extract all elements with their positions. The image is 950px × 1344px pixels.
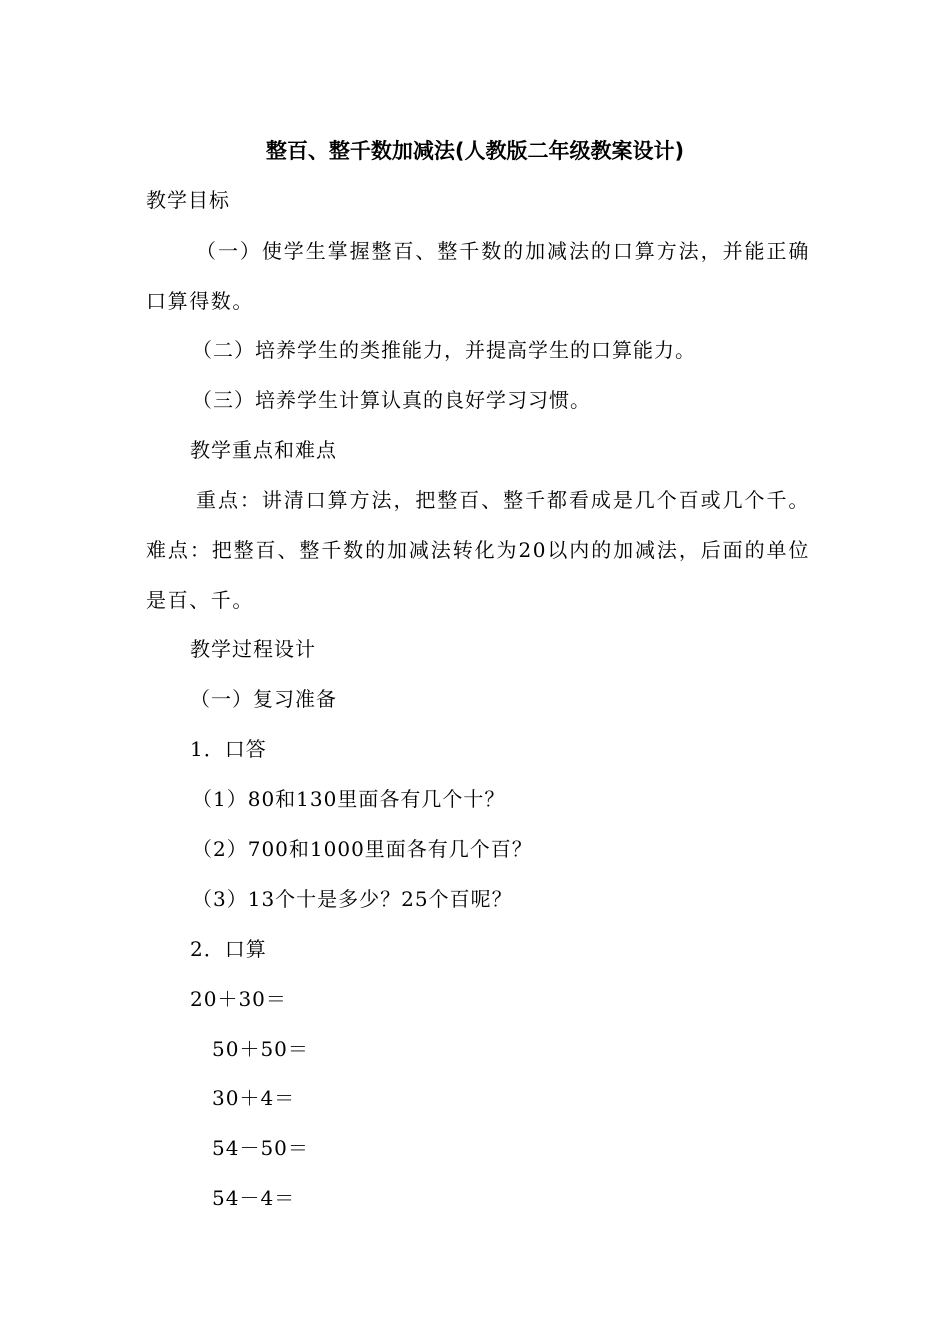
focus-paragraph: 重点：讲清口算方法，把整百、整千都看成是几个百或几个千。难点：把整百、整千数的加减法转化为20以内的加减法，后面的单位是百、千。 [146,488,810,612]
exercise-2: 50＋50＝ [212,1037,309,1061]
question-1: （1）80和130里面各有几个十？ [192,787,506,811]
objectives-heading: 教学目标 [146,188,230,212]
exercise-1: 20＋30＝ [190,987,287,1011]
mental-math-heading: 2．口算 [190,937,267,961]
objective-2-paragraph: （二）培养学生的类推能力，并提高学生的口算能力。 [192,338,696,362]
exercise-5: 54－4＝ [212,1186,296,1210]
exercise-3: 30＋4＝ [212,1086,296,1110]
oral-answer-heading: 1．口答 [190,737,267,761]
objective-1-paragraph: （一）使学生掌握整百、整千数的加减法的口算方法，并能正确口算得数。 [146,239,810,313]
objective-3-paragraph: （三）培养学生计算认真的良好学习习惯。 [192,388,591,412]
question-2: （2）700和1000里面各有几个百？ [192,837,533,861]
exercise-4: 54－50＝ [212,1136,309,1160]
review-heading: （一）复习准备 [190,687,337,711]
focus-heading: 教学重点和难点 [190,438,337,462]
question-3: （3）13个十是多少？25个百呢？ [192,887,513,911]
process-heading: 教学过程设计 [190,637,316,661]
document-title: 整百、整千数加减法(人教版二年级教案设计) [265,139,685,163]
